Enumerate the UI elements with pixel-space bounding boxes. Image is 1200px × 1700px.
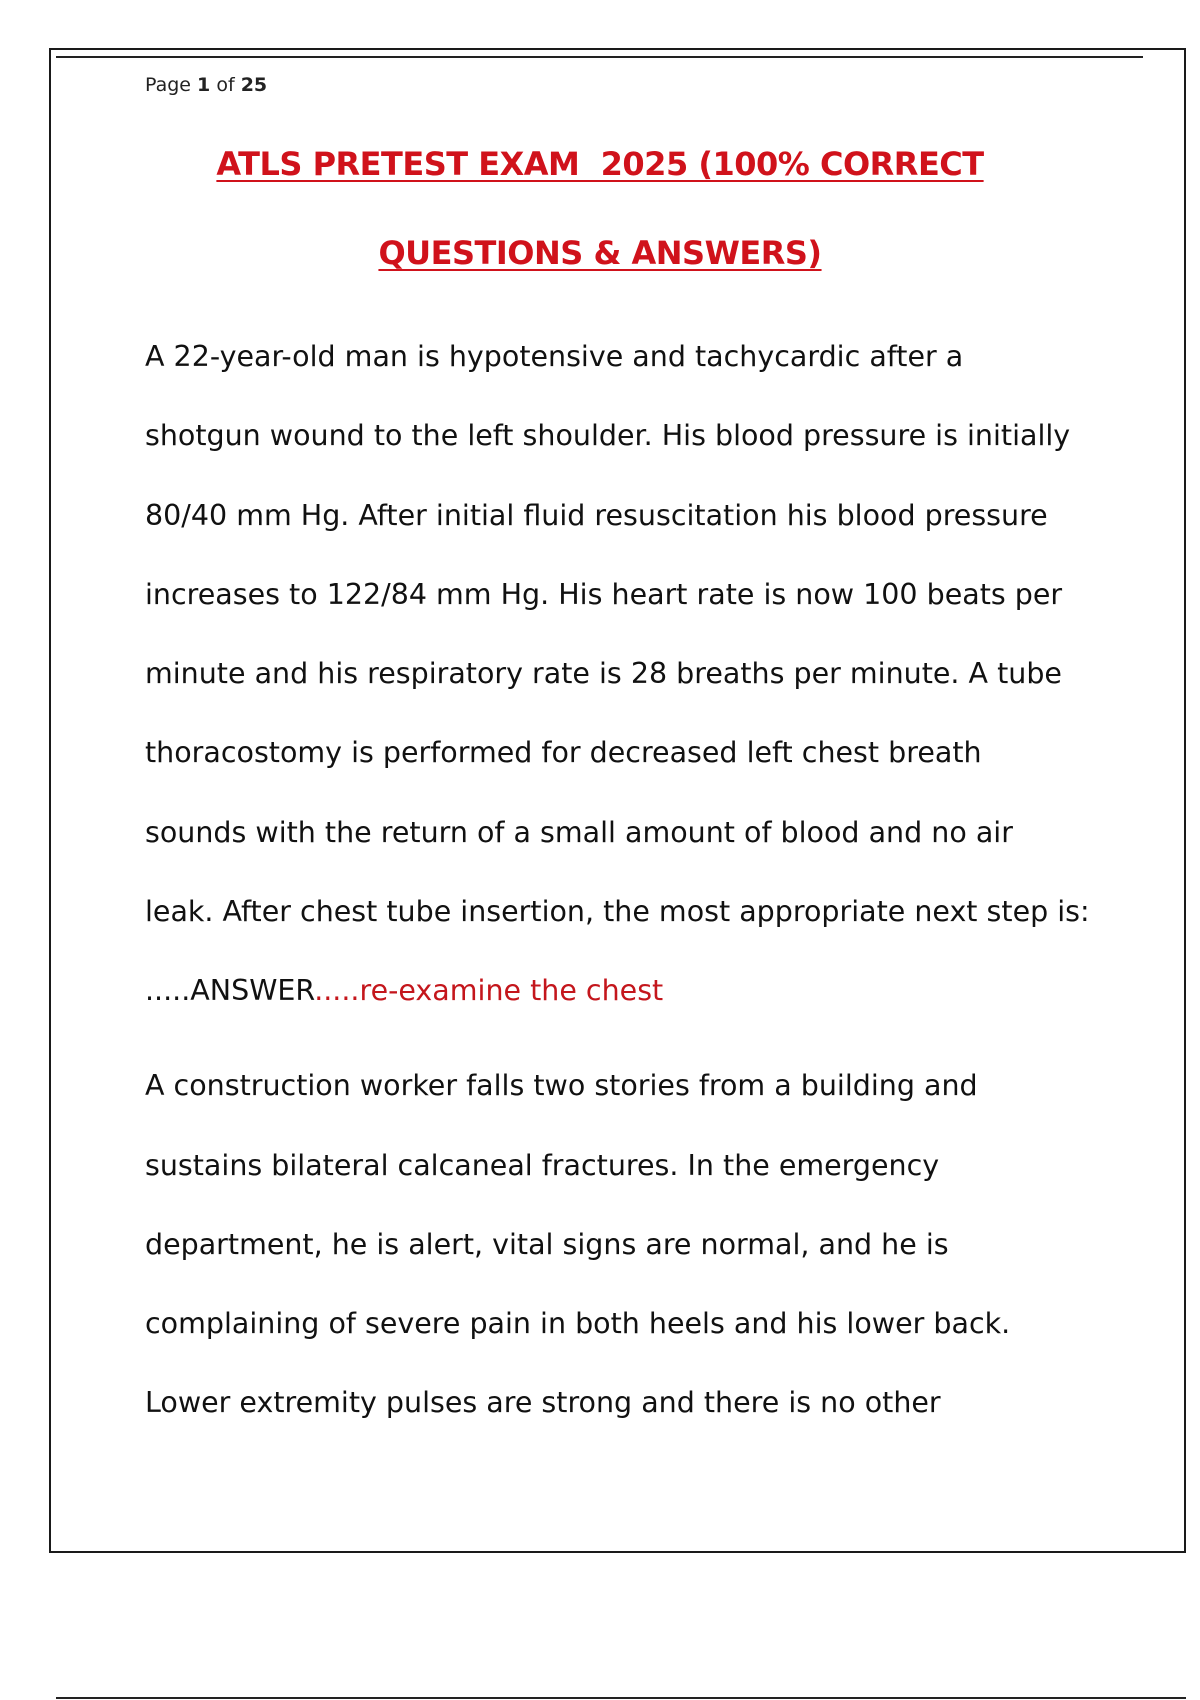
page-current: 1 bbox=[197, 74, 211, 96]
bottom-rule bbox=[56, 1697, 1186, 1699]
question-1-line: 80/40 mm Hg. After initial fluid resuscitation his blood pressure bbox=[145, 499, 1048, 532]
question-2-line: Lower extremity pulses are strong and there is no other bbox=[145, 1386, 941, 1419]
question-1-line: thoracostomy is performed for decreased left chest breath bbox=[145, 736, 982, 769]
page-total: 25 bbox=[240, 74, 268, 96]
document-title-line-1 bbox=[0, 145, 1200, 183]
question-1-line: A 22-year-old man is hypotensive and tachycardic after a bbox=[145, 340, 964, 373]
question-1-line: increases to 122/84 mm Hg. His heart rate is now 100 beats per bbox=[145, 578, 1063, 611]
question-2-line: department, he is alert, vital signs are normal, and he is bbox=[145, 1228, 949, 1261]
question-1-line: minute and his respiratory rate is 28 breaths per minute. A tube bbox=[145, 657, 1062, 690]
answer-line bbox=[145, 974, 663, 1007]
title-text-1: ATLS PRETEST EXAM 2025 (100% CORRECT bbox=[216, 145, 984, 183]
question-2-line: complaining of severe pain in both heels and his lower back. bbox=[145, 1307, 1011, 1340]
question-1-line: shotgun wound to the left shoulder. His blood pressure is initially bbox=[145, 419, 1071, 452]
document-title-line-2 bbox=[0, 234, 1200, 272]
answer-label: .....ANSWER bbox=[145, 974, 315, 1007]
question-2-line: sustains bilateral calcaneal fractures. In the emergency bbox=[145, 1149, 940, 1182]
question-1-line: sounds with the return of a small amount of blood and no air bbox=[145, 816, 1013, 849]
answer-text: .....re-examine the chest bbox=[314, 974, 664, 1007]
question-1-line: leak. After chest tube insertion, the most appropriate next step is: bbox=[145, 895, 1090, 928]
page-number bbox=[145, 74, 267, 96]
page-of: of bbox=[216, 74, 235, 96]
top-rule bbox=[56, 56, 1143, 58]
page-label: Page bbox=[145, 74, 191, 96]
title-text-2: QUESTIONS & ANSWERS) bbox=[378, 234, 822, 272]
question-2-line: A construction worker falls two stories from a building and bbox=[145, 1069, 978, 1102]
